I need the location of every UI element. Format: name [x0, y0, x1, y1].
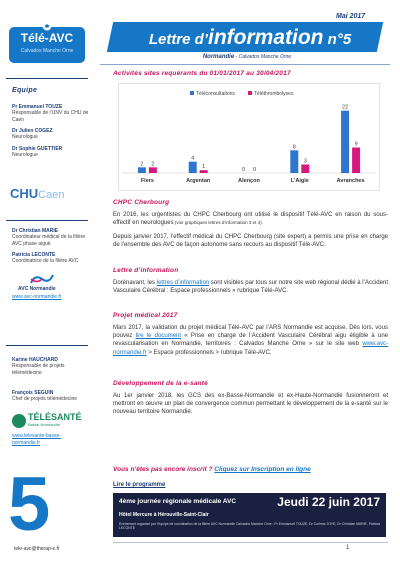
- contact-email[interactable]: tele-avc@therap-e.fr: [14, 546, 60, 552]
- bar: [200, 170, 208, 173]
- programme-link[interactable]: Lire le programme: [113, 482, 166, 488]
- team-member: [12, 104, 92, 123]
- data-label: 2: [151, 161, 155, 168]
- registration-cta: Vous n’êtes pas encore inscrit ? Cliquez sur Inscription en ligne: [113, 466, 311, 473]
- category-label: Alençon: [238, 178, 260, 184]
- telesante-logo-icon: [12, 414, 26, 428]
- bar: [301, 165, 309, 174]
- member-role: Coordinatrice de la filière AVC: [12, 258, 79, 265]
- avc-normandie-logo: [29, 273, 55, 285]
- registration-link[interactable]: Cliquez sur Inscription en ligne: [214, 466, 311, 473]
- bar: [138, 167, 146, 173]
- data-label: 1: [202, 164, 206, 171]
- telesante-link-cont[interactable]: normandie.fr: [12, 440, 41, 446]
- bar: [290, 150, 298, 173]
- avc-caption: AVC Normandie: [18, 286, 56, 292]
- activity-bar-chart: [118, 83, 380, 191]
- lettres-link[interactable]: lettres d’information: [156, 280, 210, 286]
- divider: [113, 542, 388, 543]
- avc-website-link[interactable]: www.avc-normandie.fr: [12, 294, 62, 300]
- member-name: François SEGUIN: [12, 390, 54, 396]
- data-label: 3: [303, 158, 307, 165]
- brain-icon: [42, 21, 52, 31]
- telesante-logo: TÉLÉSANTÉ Basse-Normandie: [28, 412, 82, 427]
- website-link[interactable]: www.avc-normandie.fr: [113, 341, 388, 356]
- divider: [6, 78, 88, 79]
- legend-swatch: [248, 91, 252, 95]
- bar: [149, 167, 157, 173]
- member-name: Dr Christian MARIE: [12, 228, 59, 234]
- bar: [341, 111, 349, 173]
- projet-paragraph: Mars 2017, la validation du projet médical Télé-AVC par l’ARS Normandie est acquise. Dès lors, vous pouvez lire le document « Prise en charge de l’Accident Vasculaire Cérébral aigu éligible à une revascularisation en Normandie, territoires : Calvados Manche Orne » sur le site web www.avc-normandie.fr > Espace professionnels > rubrique Télé-AVC.: [113, 325, 389, 356]
- legend-swatch: [190, 91, 194, 95]
- member-role: Coordinateur médical de la filière AVC phase aiguë: [12, 234, 86, 247]
- member-name: Dr Sophie GUETTIER: [12, 146, 63, 152]
- data-label: 8: [292, 144, 296, 151]
- lettre-heading: Lettre d’information: [113, 267, 179, 274]
- page-subtitle: Normandie - Calvados Manche Orne: [202, 54, 292, 60]
- sidebar: [0, 0, 100, 566]
- lettre-paragraph: Dorénavant, les lettres d’information sont visibles par tous sur notre site web régional dédié à l’Accident Vasculaire Cérébral : Espace professionnels » rubrique Télé-AVC.: [113, 280, 388, 295]
- member-name: Karine HAUCHARD: [12, 357, 58, 363]
- page-title: Lettre d’information n°5: [148, 26, 352, 49]
- member-role: Responsable de projets télémédecine: [12, 363, 65, 376]
- member-name: Pr Emmanuel TOUZE: [12, 104, 63, 110]
- category-label: Avranches: [336, 178, 365, 184]
- event-venue: Hôtel Mercure à Hérouville-Saint-Clair: [119, 512, 209, 518]
- event-title: 4ème journée régionale médicale AVC: [119, 498, 237, 505]
- logo-subtitle: Calvados Manche Orne: [20, 48, 74, 54]
- data-label: 2: [140, 161, 144, 168]
- page-number: 1: [346, 545, 350, 551]
- chart-title: Activités sites requérants du 01/01/2017 au 30/04/2017: [113, 70, 291, 77]
- team-member: [12, 146, 92, 159]
- document-link[interactable]: lire le document: [135, 333, 182, 340]
- category-label: Flers: [140, 178, 154, 184]
- data-label: 9: [354, 141, 358, 148]
- divider: [100, 64, 390, 65]
- team-member: [12, 390, 92, 403]
- category-label: L’Aigle: [290, 178, 309, 184]
- chpc-paragraph-1: En 2016, les urgentistes du CHPC Cherbourg ont utilisé le dispositif Télé-AVC en raison du sous-effectif en neurologues (voir graphiques lettres d’information 3 et 4).: [113, 212, 388, 227]
- telesante-link[interactable]: www.telesante-basse-: [12, 433, 61, 439]
- team-member: [12, 252, 92, 265]
- divider: [6, 345, 88, 346]
- team-member: [12, 357, 92, 376]
- divider: [6, 220, 88, 221]
- event-banner[interactable]: [113, 493, 386, 537]
- chpc-paragraph-2: Depuis janvier 2017, l’effectif médical du CHPC Cherbourg (site expert) a permis une prise en charge de l’ensemble des AVC de façon autonome sans recours au dispositif Télé-AVC.: [113, 234, 388, 249]
- member-role: Neurologue: [12, 152, 38, 159]
- event-date: Jeudi 22 juin 2017: [277, 495, 380, 509]
- team-member: [12, 128, 92, 141]
- chpc-heading: CHPC Cherbourg: [113, 199, 170, 206]
- team-member: [12, 228, 92, 247]
- legend-label: Téléthrombolyses: [254, 90, 294, 97]
- issue-number: 5: [8, 462, 51, 547]
- member-name: Patricia LECONTE: [12, 252, 56, 258]
- data-label: 0: [241, 167, 246, 173]
- chart-frame: [119, 84, 380, 191]
- team-heading: Equipe: [12, 87, 38, 94]
- member-name: Dr Julien COGEZ: [12, 128, 53, 134]
- bar: [352, 148, 360, 174]
- data-label: 22: [342, 104, 349, 111]
- dev-paragraph: Au 1er janvier 2018, les GCS des ex-Basse-Normandie et ex-Haute-Normandie fusionneront et mettront en œuvre un plan de convergence commun permettant le développement de la e-santé sur le nouveau territoire Normandie.: [113, 393, 388, 416]
- tele-avc-logo: [9, 27, 85, 63]
- dev-heading: Développement de la e-santé: [113, 380, 208, 387]
- data-label: 0: [252, 167, 257, 173]
- event-organizers: Evènement organisé par l’équipe de coordination de la filière AVC Normandie Calvados Manche Orne : Pr Emmanuel TOUZE, Dr Corinne JOYE, Dr Christian MARIE, Patricia LECONTE: [119, 522, 381, 531]
- member-role: Responsable de l’UNV du CHU de Caen: [12, 110, 89, 123]
- legend-label: Téléconsultations: [196, 90, 235, 97]
- member-role: Chef de projets télémédecine: [12, 396, 78, 403]
- chu-caen-logo: CHUCaen: [10, 186, 65, 201]
- data-label: 4: [191, 155, 195, 162]
- projet-heading: Projet médical 2017: [113, 312, 178, 319]
- issue-date: Mai 2017: [336, 13, 366, 20]
- bar: [189, 162, 197, 173]
- logo-text: Télé-AVC: [20, 31, 74, 45]
- category-label: Argentan: [186, 178, 211, 184]
- member-role: Neurologue: [12, 134, 38, 141]
